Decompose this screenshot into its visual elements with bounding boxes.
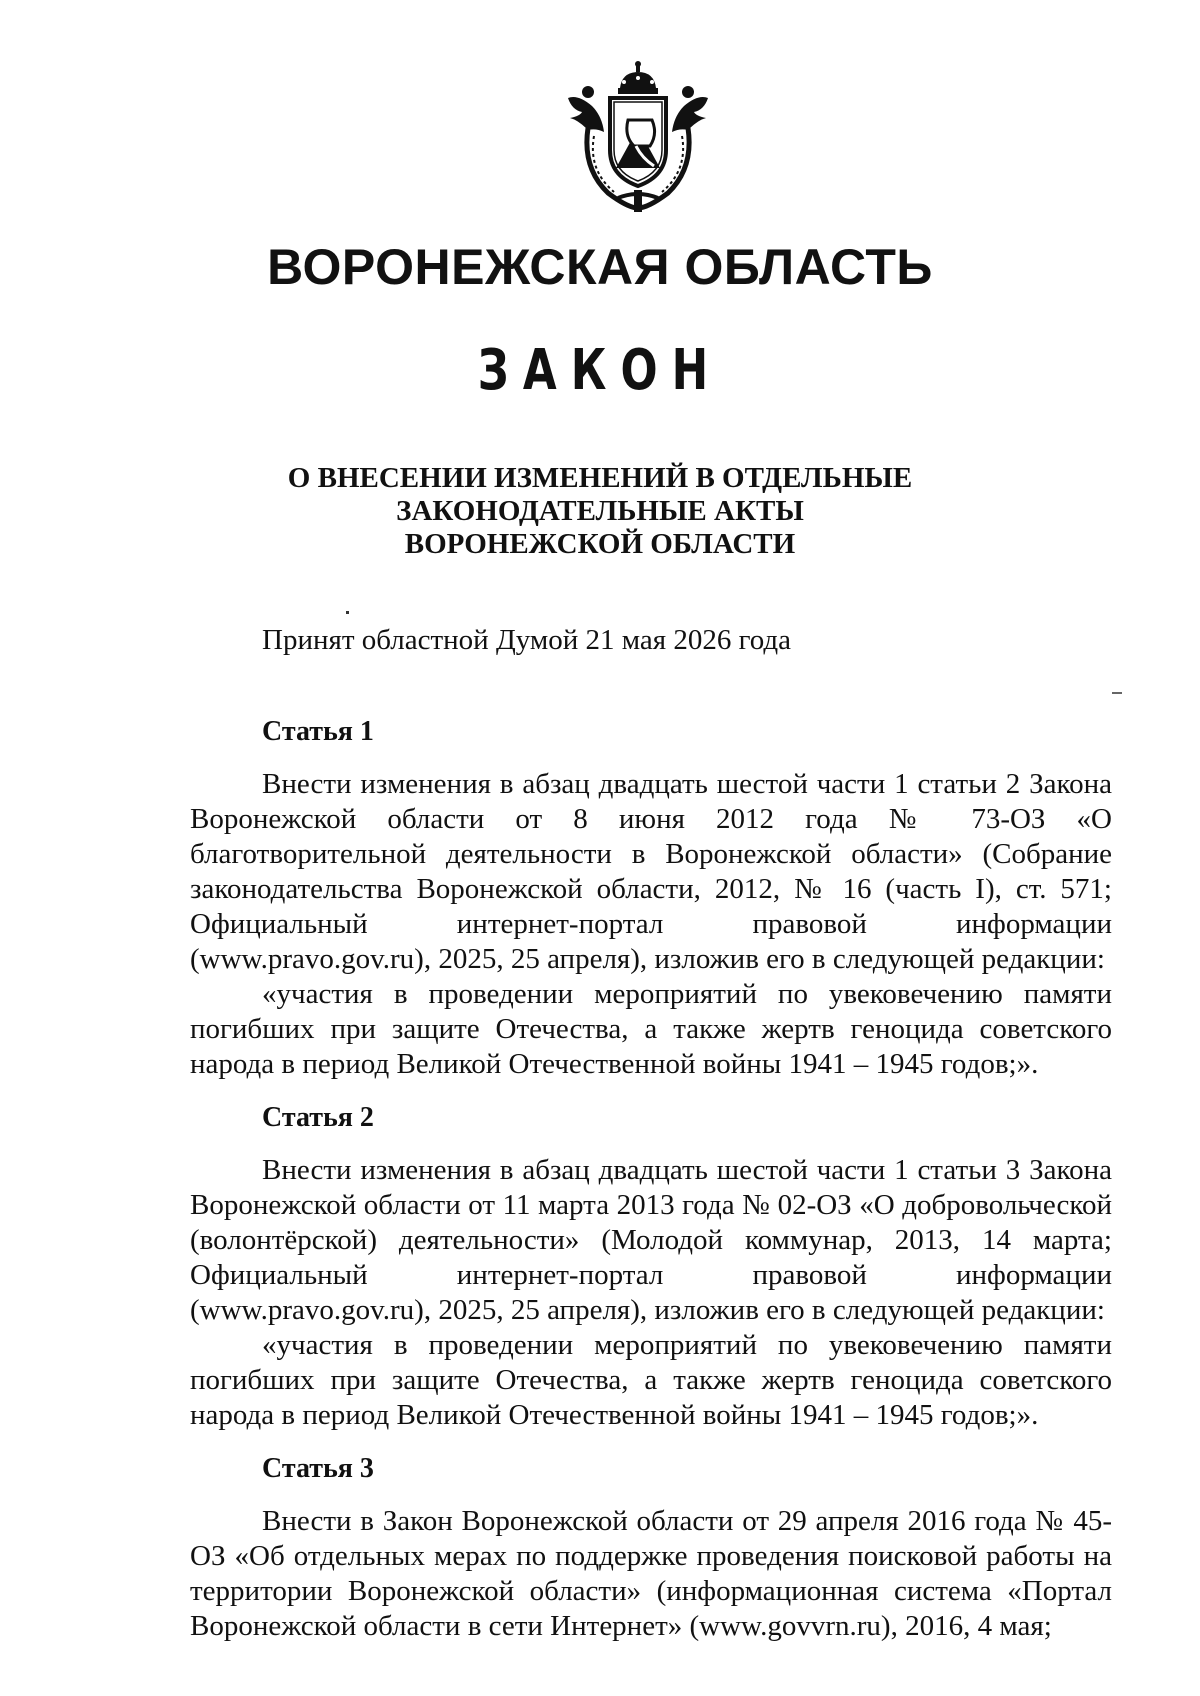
article-paragraph: Внести изменения в абзац двадцать шестой части 1 статьи 2 Закона Воронежской области от 8 июня 2012 года № 73-ОЗ «О благотворительной деятельности в Воронежской области» (Собрание законодательства Воронежской области, 2012, № 16 (часть I), ст. 571; Официальный интернет-портал правовой информации (www.pravo.gov.ru), 2025, 25 апреля), изложив его в следующей редакции:	[190, 768, 1112, 975]
article-title: Статья 2	[262, 1102, 374, 1133]
law-subject-line: О ВНЕСЕНИИ ИЗМЕНЕНИЙ В ОТДЕЛЬНЫЕ	[287, 462, 913, 494]
law-subject	[0, 462, 1200, 561]
article-paragraph: Внести изменения в абзац двадцать шестой части 1 статьи 3 Закона Воронежской области от 11 марта 2013 года № 02-ОЗ «О добровольческой (волонтёрской) деятельности» (Молодой коммунар, 2013, 14 марта; Официальный интернет-портал правовой информации (www.pravo.gov.ru), 2025, 25 апреля), изложив его в следующей редакции:	[190, 1154, 1112, 1326]
coat-of-arms-emblem	[558, 58, 718, 218]
scan-speck	[346, 611, 349, 614]
article-paragraph: «участия в проведении мероприятий по увековечению памяти погибших при защите Отечества, а также жертв геноцида советского народа в период Великой Отечественной войны 1941 – 1945 годов;».	[190, 978, 1112, 1080]
article	[190, 1100, 1112, 1433]
article-title: Статья 1	[262, 716, 374, 747]
law-subject-line: ВОРОНЕЖСКОЙ ОБЛАСТИ	[404, 528, 796, 560]
article	[190, 1451, 1112, 1644]
article-paragraph: «участия в проведении мероприятий по увековечению памяти погибших при защите Отечества, а также жертв геноцида советского народа в период Великой Отечественной войны 1941 – 1945 годов;».	[190, 1329, 1112, 1431]
law-subject-line: ЗАКОНОДАТЕЛЬНЫЕ АКТЫ	[396, 495, 804, 527]
article-title: Статья 3	[262, 1453, 374, 1484]
scan-speck	[1112, 692, 1122, 694]
law-body	[190, 714, 1112, 1644]
adoption-note: Принят областной Думой 21 мая 2026 года	[262, 624, 792, 656]
article-paragraph: Внести в Закон Воронежской области от 29 апреля 2016 года № 45-ОЗ «Об отдельных мерах по поддержке проведения поисковой работы на территории Воронежской области» (информационная система «Портал Воронежской области в сети Интернет» (www.govvrn.ru), 2016, 4 мая;	[190, 1505, 1112, 1642]
document-type: ЗАКОН	[477, 338, 723, 403]
article	[190, 714, 1112, 1082]
region-name: ВОРОНЕЖСКАЯ ОБЛАСТЬ	[267, 239, 933, 295]
